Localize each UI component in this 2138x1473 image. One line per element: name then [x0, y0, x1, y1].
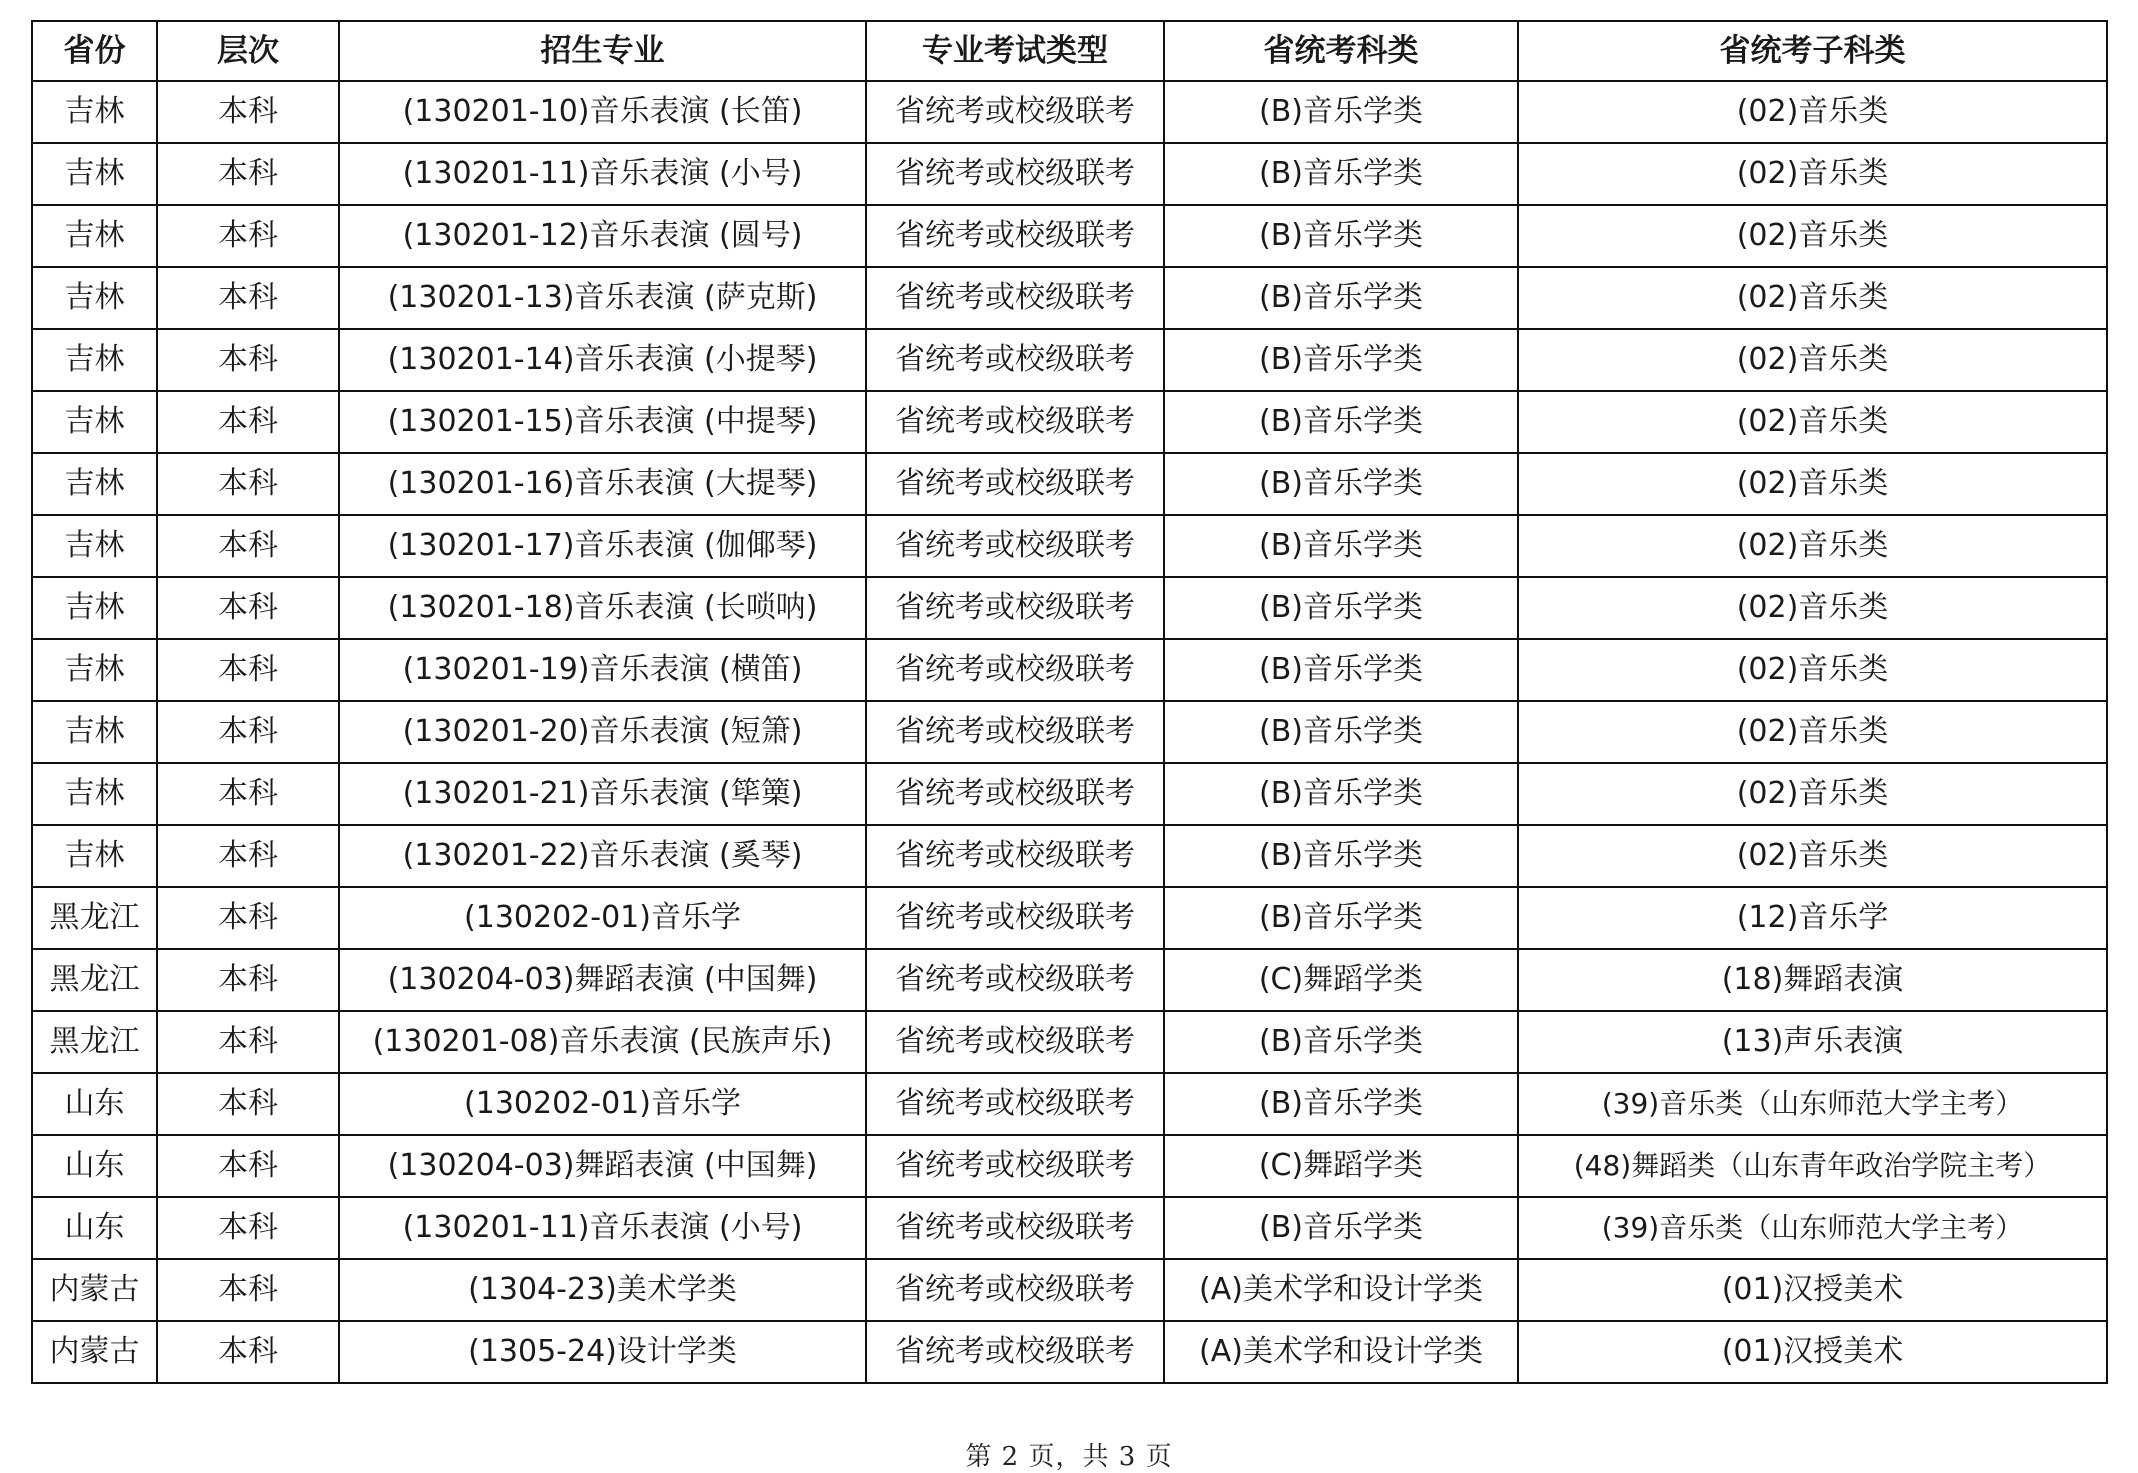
level-cell: 本科: [157, 515, 339, 577]
table-row: [32, 267, 2107, 329]
table-row: [32, 515, 2107, 577]
exam-type-cell: 省统考或校级联考: [866, 515, 1164, 577]
subcategory-cell: (02)音乐类: [1518, 329, 2107, 391]
category-cell: (B)音乐学类: [1164, 701, 1518, 763]
table-row: [32, 391, 2107, 453]
table-row: [32, 453, 2107, 515]
province-cell: 吉林: [32, 329, 157, 391]
exam-type-cell: 省统考或校级联考: [866, 701, 1164, 763]
table-row: [32, 639, 2107, 701]
province-cell: 黑龙江: [32, 887, 157, 949]
table-row: [32, 701, 2107, 763]
level-cell: 本科: [157, 205, 339, 267]
category-cell: (C)舞蹈学类: [1164, 1135, 1518, 1197]
province-cell: 吉林: [32, 825, 157, 887]
table-row: [32, 329, 2107, 391]
major-cell: (130202-01)音乐学: [339, 887, 866, 949]
province-cell: 吉林: [32, 143, 157, 205]
page-footer: 第 2 页，共 3 页: [965, 1442, 1173, 1472]
exam-type-cell: 省统考或校级联考: [866, 887, 1164, 949]
category-cell: (B)音乐学类: [1164, 763, 1518, 825]
major-cell: (130201-21)音乐表演 (筚篥): [339, 763, 866, 825]
level-cell: 本科: [157, 701, 339, 763]
header-row: [32, 21, 2107, 81]
subcategory-cell: (12)音乐学: [1518, 887, 2107, 949]
table-row: [32, 887, 2107, 949]
table-body: [32, 81, 2107, 1383]
subcategory-cell: (02)音乐类: [1518, 143, 2107, 205]
major-cell: (130201-16)音乐表演 (大提琴): [339, 453, 866, 515]
subcategory-cell: (01)汉授美术: [1518, 1321, 2107, 1383]
province-cell: 吉林: [32, 763, 157, 825]
major-cell: (130201-10)音乐表演 (长笛): [339, 81, 866, 143]
major-cell: (130201-08)音乐表演 (民族声乐): [339, 1011, 866, 1073]
category-cell: (B)音乐学类: [1164, 329, 1518, 391]
table-row: [32, 1073, 2107, 1135]
exam-type-cell: 省统考或校级联考: [866, 1011, 1164, 1073]
major-cell: (130201-11)音乐表演 (小号): [339, 143, 866, 205]
header-exam-type: 专业考试类型: [866, 21, 1164, 81]
level-cell: 本科: [157, 639, 339, 701]
province-cell: 山东: [32, 1073, 157, 1135]
province-cell: 黑龙江: [32, 1011, 157, 1073]
subcategory-cell: (02)音乐类: [1518, 825, 2107, 887]
province-cell: 内蒙古: [32, 1259, 157, 1321]
admissions-table: [31, 20, 2108, 1384]
table-row: [32, 1321, 2107, 1383]
exam-type-cell: 省统考或校级联考: [866, 1321, 1164, 1383]
exam-type-cell: 省统考或校级联考: [866, 205, 1164, 267]
level-cell: 本科: [157, 825, 339, 887]
subcategory-cell: (18)舞蹈表演: [1518, 949, 2107, 1011]
exam-type-cell: 省统考或校级联考: [866, 453, 1164, 515]
level-cell: 本科: [157, 1259, 339, 1321]
major-cell: (130202-01)音乐学: [339, 1073, 866, 1135]
major-cell: (130201-22)音乐表演 (奚琴): [339, 825, 866, 887]
subcategory-cell: (02)音乐类: [1518, 577, 2107, 639]
subcategory-cell: (02)音乐类: [1518, 701, 2107, 763]
exam-type-cell: 省统考或校级联考: [866, 1135, 1164, 1197]
category-cell: (A)美术学和设计学类: [1164, 1259, 1518, 1321]
province-cell: 吉林: [32, 515, 157, 577]
exam-type-cell: 省统考或校级联考: [866, 577, 1164, 639]
province-cell: 吉林: [32, 81, 157, 143]
level-cell: 本科: [157, 1073, 339, 1135]
exam-type-cell: 省统考或校级联考: [866, 267, 1164, 329]
header-subcategory: 省统考子科类: [1518, 21, 2107, 81]
level-cell: 本科: [157, 1321, 339, 1383]
table-row: [32, 763, 2107, 825]
province-cell: 吉林: [32, 205, 157, 267]
table-row: [32, 1135, 2107, 1197]
level-cell: 本科: [157, 887, 339, 949]
category-cell: (B)音乐学类: [1164, 887, 1518, 949]
table-header: [32, 21, 2107, 81]
exam-type-cell: 省统考或校级联考: [866, 1073, 1164, 1135]
subcategory-cell: (01)汉授美术: [1518, 1259, 2107, 1321]
major-cell: (130201-20)音乐表演 (短箫): [339, 701, 866, 763]
table-row: [32, 577, 2107, 639]
province-cell: 吉林: [32, 391, 157, 453]
table-row: [32, 1259, 2107, 1321]
header-major: 招生专业: [339, 21, 866, 81]
header-level: 层次: [157, 21, 339, 81]
category-cell: (A)美术学和设计学类: [1164, 1321, 1518, 1383]
category-cell: (B)音乐学类: [1164, 825, 1518, 887]
subcategory-cell: (02)音乐类: [1518, 453, 2107, 515]
exam-type-cell: 省统考或校级联考: [866, 1197, 1164, 1259]
level-cell: 本科: [157, 1197, 339, 1259]
major-cell: (130201-18)音乐表演 (长唢呐): [339, 577, 866, 639]
level-cell: 本科: [157, 763, 339, 825]
category-cell: (C)舞蹈学类: [1164, 949, 1518, 1011]
table-row: [32, 81, 2107, 143]
exam-type-cell: 省统考或校级联考: [866, 639, 1164, 701]
level-cell: 本科: [157, 329, 339, 391]
category-cell: (B)音乐学类: [1164, 81, 1518, 143]
exam-type-cell: 省统考或校级联考: [866, 949, 1164, 1011]
category-cell: (B)音乐学类: [1164, 267, 1518, 329]
exam-type-cell: 省统考或校级联考: [866, 825, 1164, 887]
level-cell: 本科: [157, 143, 339, 205]
subcategory-cell: (39)音乐类（山东师范大学主考）: [1518, 1073, 2107, 1135]
major-cell: (1304-23)美术学类: [339, 1259, 866, 1321]
province-cell: 吉林: [32, 267, 157, 329]
province-cell: 吉林: [32, 701, 157, 763]
subcategory-cell: (13)声乐表演: [1518, 1011, 2107, 1073]
level-cell: 本科: [157, 577, 339, 639]
subcategory-cell: (02)音乐类: [1518, 81, 2107, 143]
major-cell: (130201-12)音乐表演 (圆号): [339, 205, 866, 267]
table-row: [32, 949, 2107, 1011]
subcategory-cell: (02)音乐类: [1518, 639, 2107, 701]
category-cell: (B)音乐学类: [1164, 453, 1518, 515]
major-cell: (1305-24)设计学类: [339, 1321, 866, 1383]
exam-type-cell: 省统考或校级联考: [866, 391, 1164, 453]
major-cell: (130201-14)音乐表演 (小提琴): [339, 329, 866, 391]
province-cell: 吉林: [32, 577, 157, 639]
level-cell: 本科: [157, 267, 339, 329]
major-cell: (130201-17)音乐表演 (伽倻琴): [339, 515, 866, 577]
major-cell: (130201-11)音乐表演 (小号): [339, 1197, 866, 1259]
province-cell: 山东: [32, 1135, 157, 1197]
table-row: [32, 825, 2107, 887]
major-cell: (130204-03)舞蹈表演 (中国舞): [339, 1135, 866, 1197]
category-cell: (B)音乐学类: [1164, 1197, 1518, 1259]
exam-type-cell: 省统考或校级联考: [866, 143, 1164, 205]
category-cell: (B)音乐学类: [1164, 1073, 1518, 1135]
category-cell: (B)音乐学类: [1164, 1011, 1518, 1073]
subcategory-cell: (02)音乐类: [1518, 515, 2107, 577]
major-cell: (130201-15)音乐表演 (中提琴): [339, 391, 866, 453]
major-cell: (130204-03)舞蹈表演 (中国舞): [339, 949, 866, 1011]
category-cell: (B)音乐学类: [1164, 205, 1518, 267]
major-cell: (130201-19)音乐表演 (横笛): [339, 639, 866, 701]
table-row: [32, 1197, 2107, 1259]
province-cell: 吉林: [32, 453, 157, 515]
level-cell: 本科: [157, 1135, 339, 1197]
level-cell: 本科: [157, 81, 339, 143]
exam-type-cell: 省统考或校级联考: [866, 1259, 1164, 1321]
level-cell: 本科: [157, 453, 339, 515]
level-cell: 本科: [157, 1011, 339, 1073]
category-cell: (B)音乐学类: [1164, 143, 1518, 205]
province-cell: 吉林: [32, 639, 157, 701]
table-row: [32, 143, 2107, 205]
major-cell: (130201-13)音乐表演 (萨克斯): [339, 267, 866, 329]
table-row: [32, 1011, 2107, 1073]
province-cell: 黑龙江: [32, 949, 157, 1011]
exam-type-cell: 省统考或校级联考: [866, 81, 1164, 143]
category-cell: (B)音乐学类: [1164, 639, 1518, 701]
exam-type-cell: 省统考或校级联考: [866, 329, 1164, 391]
subcategory-cell: (39)音乐类（山东师范大学主考）: [1518, 1197, 2107, 1259]
level-cell: 本科: [157, 391, 339, 453]
subcategory-cell: (02)音乐类: [1518, 763, 2107, 825]
subcategory-cell: (48)舞蹈类（山东青年政治学院主考）: [1518, 1135, 2107, 1197]
province-cell: 内蒙古: [32, 1321, 157, 1383]
category-cell: (B)音乐学类: [1164, 515, 1518, 577]
subcategory-cell: (02)音乐类: [1518, 391, 2107, 453]
province-cell: 山东: [32, 1197, 157, 1259]
category-cell: (B)音乐学类: [1164, 577, 1518, 639]
subcategory-cell: (02)音乐类: [1518, 267, 2107, 329]
header-province: 省份: [32, 21, 157, 81]
header-category: 省统考科类: [1164, 21, 1518, 81]
table-row: [32, 205, 2107, 267]
category-cell: (B)音乐学类: [1164, 391, 1518, 453]
subcategory-cell: (02)音乐类: [1518, 205, 2107, 267]
level-cell: 本科: [157, 949, 339, 1011]
exam-type-cell: 省统考或校级联考: [866, 763, 1164, 825]
